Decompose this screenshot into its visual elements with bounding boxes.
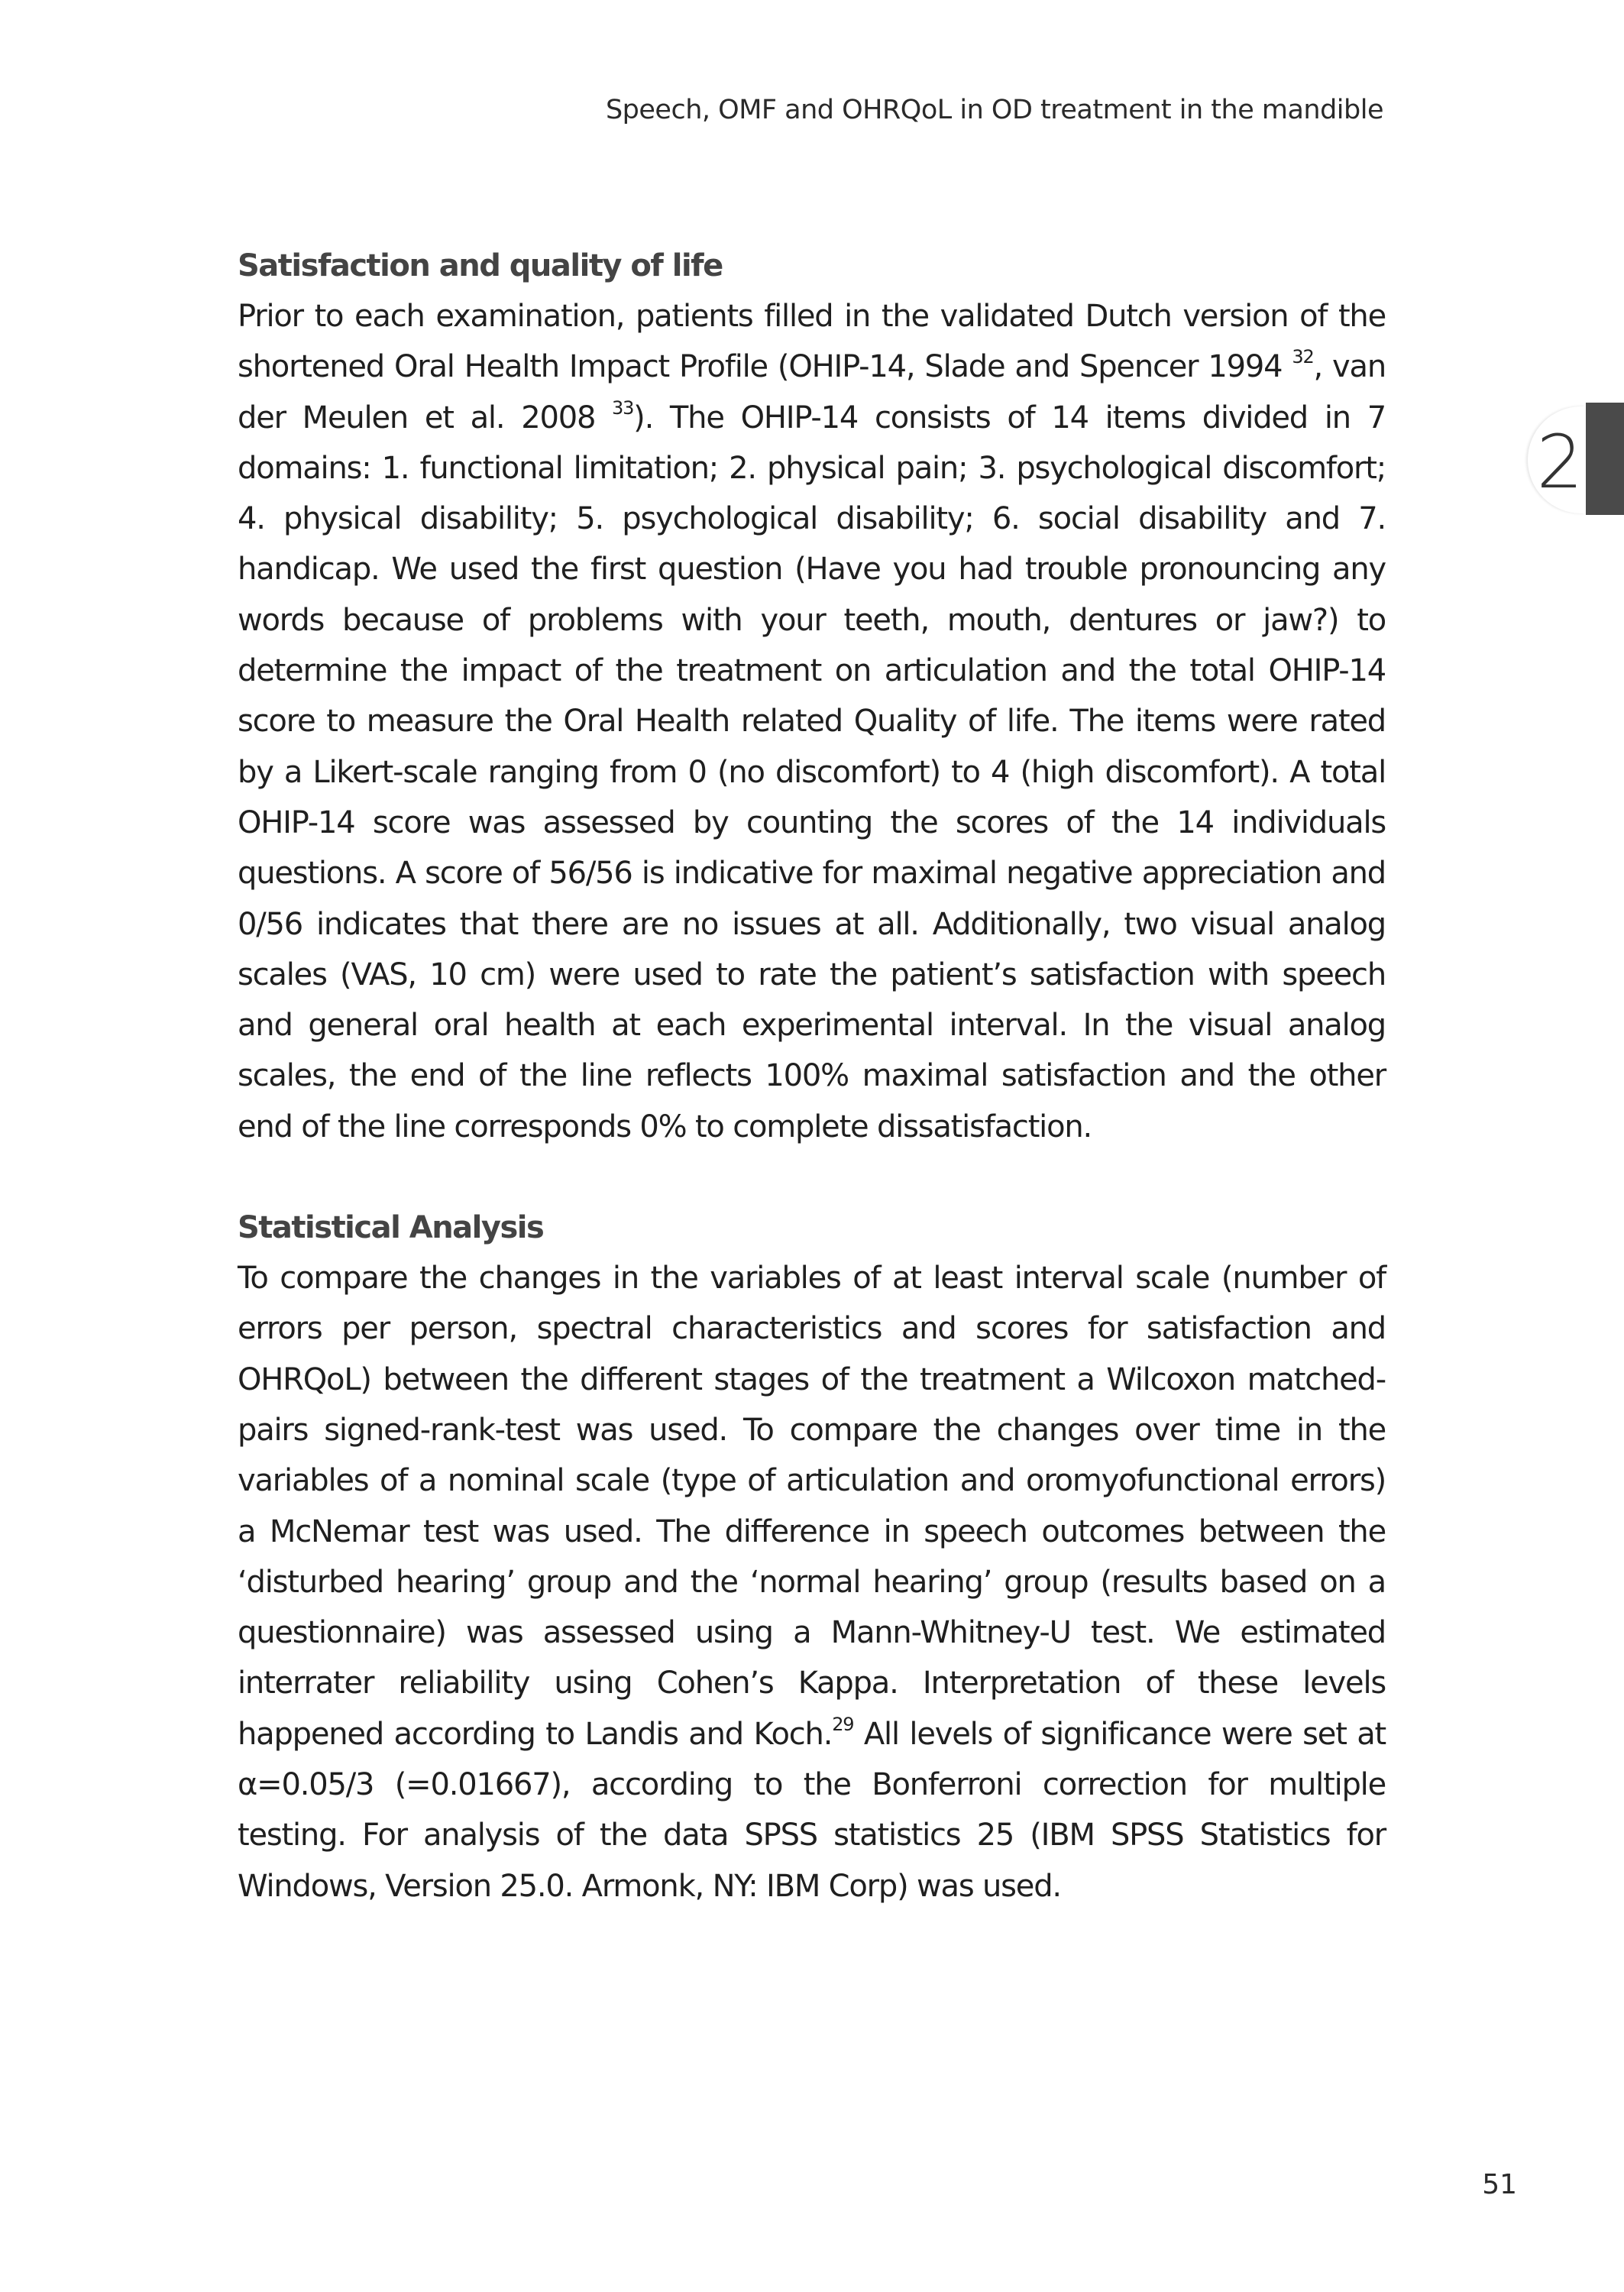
section-paragraph — [238, 291, 1386, 1152]
citation-superscript: 32 — [1292, 346, 1314, 368]
paragraph-text: All levels of significance were set at α=0.05/3 (=0.01667), according to the Bonferroni correction for multiple testing. For analysis of the data SPSS statistics 25 (IBM SPSS Statistics for Windows, Version 25.0. Armonk, NY: IBM Corp) was used. — [238, 1716, 1386, 1904]
page-number: 51 — [1482, 2169, 1517, 2200]
paragraph-text: Prior to each examination, patients filled in the validated Dutch version of the shortened Oral Health Impact Profile (OHIP-14, Slade and Spencer 1994 — [238, 299, 1386, 385]
section-heading: Satisfaction and quality of life — [238, 248, 723, 283]
chapter-marker: 2 — [1536, 419, 1584, 505]
main-content — [238, 241, 1386, 1912]
section-satisfaction-quality-of-life — [238, 241, 1386, 1152]
section-heading: Statistical Analysis — [238, 1210, 544, 1246]
paragraph-text: To compare the changes in the variables of at least interval scale (number of errors per person, spectral characteristics and scores for satisfaction and OHRQoL) between the different stages of the treatment a Wilcoxon matched-pairs signed-rank-test was used. To compare the changes over time in the variables of a nominal scale (type of articulation and oromyofunctional errors) a McNemar test was used. The difference in speech outcomes between the ‘disturbed hearing’ group and the ‘normal hearing’ group (results based on a questionnaire) was assessed using a Mann-Whitney-U test. We estimated interrater reliability using Cohen’s Kappa. Interpretation of these levels happened according to Landis and Koch. — [238, 1261, 1386, 1752]
section-statistical-analysis — [238, 1203, 1386, 1912]
paragraph-text: ). The OHIP-14 consists of 14 items divided in 7 domains: 1. functional limitation; 2. physical pain; 3. psychological discomfort; 4. physical disability; 5. psychological disability; 6. social disability and 7. handicap. We used the first question (Have you had trouble pronouncing any words because of problems with your teeth, mouth, dentures or jaw?) to determine the impact of the treatment on articulation and the total OHIP-14 score to measure the Oral Health related Quality of life. The items were rated by a Likert-scale ranging from 0 (no discomfort) to 4 (high discomfort). A total OHIP-14 score was assessed by counting the scores of the 14 individuals questions. A score of 56/56 is indicative for maximal negative appreciation and 0/56 indicates that there are no issues at all. Additionally, two visual analog scales (VAS, 10 cm) were used to rate the patient’s satisfaction with speech and general oral health at each experimental interval. In the visual analog scales, the end of the line reflects 100% maximal satisfaction and the other end of the line corresponds 0% to complete dissatisfaction. — [238, 400, 1386, 1144]
paragraph-text: , van der Meulen et al. 2008 — [238, 349, 1386, 435]
citation-superscript: 33 — [612, 397, 634, 419]
chapter-tab — [1586, 403, 1624, 515]
section-paragraph — [238, 1253, 1386, 1912]
running-header: Speech, OMF and OHRQoL in OD treatment in the mandible — [605, 95, 1383, 125]
citation-superscript: 29 — [832, 1713, 854, 1735]
